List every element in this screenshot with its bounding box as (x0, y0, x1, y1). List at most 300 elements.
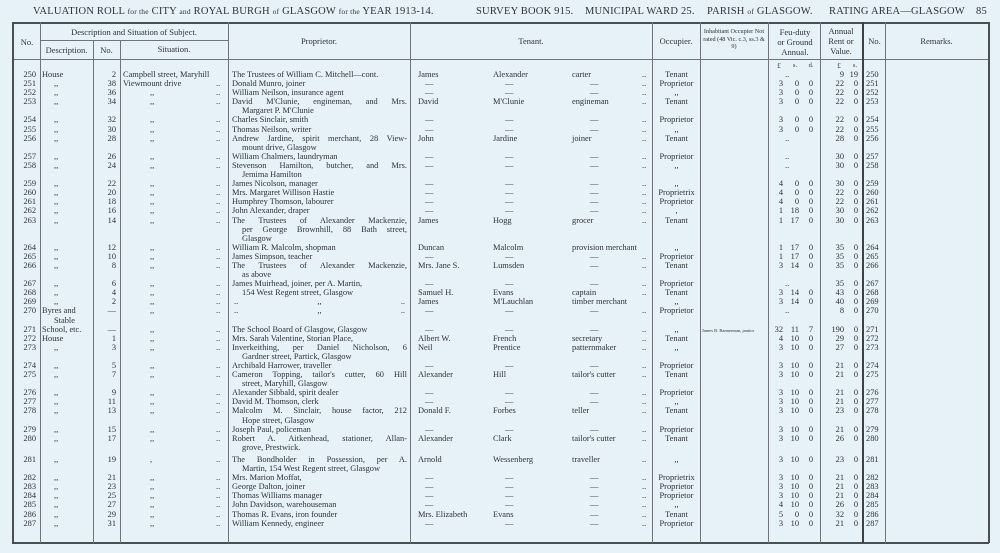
entry-number-right: 275 (866, 370, 879, 380)
description-line: ,, (54, 88, 59, 98)
tenant-first-name: Arnold (418, 454, 442, 464)
tenant-dots: .. (642, 179, 647, 189)
survey-book: SURVEY BOOK 915. (476, 6, 574, 17)
situation: ,, (150, 197, 155, 207)
rent-pounds: 22 (835, 97, 844, 107)
situation: ,, (150, 88, 155, 98)
rent-shillings: 0 (853, 491, 858, 501)
entry-number-right: 251 (866, 79, 879, 89)
feu-shillings: 18 (790, 206, 799, 216)
description (42, 279, 58, 288)
situation: ,, (150, 342, 155, 352)
table-row (0, 197, 1000, 206)
tenant-dots: .. (642, 215, 647, 225)
table-row (0, 482, 1000, 491)
rent-pounds: 21 (835, 491, 844, 501)
tenant-dots: .. (642, 370, 647, 380)
tenant-occupation: — (590, 88, 599, 98)
rent-shillings: 0 (853, 342, 858, 352)
situation-dots: .. (216, 188, 221, 198)
feu-pounds: 3 (778, 491, 783, 501)
tenant-occupation: teller (572, 406, 590, 416)
tenant-occupation: — (590, 188, 599, 198)
feu-pence: 0 (808, 215, 813, 225)
proprietor-line: street, Maryhill, Glasgow (242, 379, 328, 389)
rent-shillings: 0 (853, 288, 858, 298)
proprietor-line: William Chalmers, laundryman (232, 151, 338, 161)
col-header-no: No. (20, 37, 34, 47)
feu-pence: 0 (808, 251, 813, 261)
tenant-surname: French (493, 333, 517, 343)
tenant-first-name: — (425, 115, 434, 125)
rent-shillings: 0 (853, 297, 858, 307)
tenant-first-name: — (425, 88, 434, 98)
feu-shillings: 14 (790, 297, 799, 307)
header-bottom-rule (12, 59, 989, 60)
proprietor-line: Archibald Harrower, traveller (232, 361, 332, 371)
table-row (0, 455, 1000, 473)
proprietor-line: William Neilson, insurance agent (232, 88, 344, 98)
description (42, 397, 58, 406)
occupier: Tenant (665, 215, 688, 225)
proprietor (232, 115, 407, 124)
street-number: 34 (107, 97, 116, 107)
tenant-first-name: John (418, 133, 434, 143)
tenant-occupation: captain (572, 288, 597, 298)
proprietor (232, 434, 407, 452)
rent-shillings: 0 (853, 397, 858, 407)
tenant-surname: Evans (493, 288, 514, 298)
rent-shillings: 0 (853, 179, 858, 189)
proprietor-line: Donald Munro, joiner (232, 79, 306, 89)
table-row (0, 188, 1000, 197)
title-text: for the (127, 7, 149, 16)
proprietor (232, 500, 407, 509)
feu-shillings: 10 (790, 406, 799, 416)
entry-number: 268 (23, 288, 36, 298)
street-number: 10 (107, 251, 116, 261)
situation-dots: .. (216, 133, 221, 143)
proprietor (232, 297, 407, 306)
tenant-surname: — (505, 324, 514, 334)
feu-shillings: 0 (794, 197, 799, 207)
tenant-surname: Hogg (493, 215, 512, 225)
entry-number: 269 (23, 297, 36, 307)
description-line: ,, (54, 397, 59, 407)
title-text: for the (338, 7, 360, 16)
table-row (0, 500, 1000, 509)
proprietor-line: Stevenson Hamilton, butcher, and Mrs. (232, 160, 407, 170)
situation: ,, (150, 518, 155, 528)
proprietor-line: The Trustees of Alexander Mackenzie, (232, 215, 407, 225)
tenant-occupation: — (590, 197, 599, 207)
feu-shillings: 14 (790, 288, 799, 298)
entry-number-right: 253 (866, 97, 879, 107)
tenant-occupation: timber merchant (572, 297, 628, 307)
rent-pounds: 35 (835, 260, 844, 270)
proprietor-line: Robert A. Aitkenhead, stationer, Allan- (232, 433, 407, 443)
situation-dots: .. (216, 179, 221, 189)
tenant-surname: — (505, 251, 514, 261)
situation-dots: .. (216, 388, 221, 398)
proprietor (232, 79, 407, 88)
proprietor (232, 152, 407, 161)
feu-pounds: 3 (778, 370, 783, 380)
occupier: Proprietor (659, 482, 694, 492)
occupier: ,, (674, 324, 679, 334)
situation-dots: .. (216, 215, 221, 225)
rent-shillings: 0 (853, 279, 858, 289)
tenant-surname: — (505, 160, 514, 170)
occupier: Tenant (665, 406, 688, 416)
tenant-first-name: — (425, 473, 434, 483)
description-line: ,, (54, 491, 59, 501)
col-header-situation: Situation. (157, 44, 191, 54)
feu-shillings: 0 (794, 115, 799, 125)
tenant-surname: Lumsden (493, 260, 525, 270)
situation-dots: .. (216, 260, 221, 270)
col-header-description: Description. (45, 45, 88, 55)
table-row (0, 343, 1000, 361)
tenant-dots: .. (642, 70, 647, 79)
proprietor-line: Hope street, Glasgow (242, 415, 315, 425)
proprietor-line: Mrs. Sarah Valentine, Storian Place, (232, 333, 354, 343)
feu-pence: 0 (808, 342, 813, 352)
entry-number-right: 268 (866, 288, 879, 298)
description (42, 243, 58, 252)
situation: , (150, 454, 153, 464)
rent-pounds: 40 (835, 297, 844, 307)
description (42, 306, 76, 324)
tenant-occupation: secretary (572, 333, 603, 343)
entry-number: 282 (23, 473, 36, 483)
tenant-dots: .. (642, 260, 647, 270)
tenant-dots: .. (642, 424, 647, 434)
tenant-surname: — (505, 361, 514, 371)
description-line: ,, (54, 160, 59, 170)
rent-pounds: 21 (835, 482, 844, 492)
feu-shillings: 0 (794, 188, 799, 198)
entry-number: 275 (23, 370, 36, 380)
rent-pounds: 21 (835, 424, 844, 434)
description-line: ,, (54, 197, 59, 207)
rent-shillings: 0 (853, 306, 858, 316)
entry-number: 284 (23, 491, 36, 501)
feu-pence: 0 (808, 361, 813, 371)
feu-shillings: 11 (790, 324, 799, 334)
proprietor-line: The Bondholder in Possession, per A. (232, 454, 407, 464)
entry-number: 260 (23, 188, 36, 198)
description-line: ,, (54, 388, 59, 398)
tenant-first-name: Duncan (418, 242, 445, 252)
feu-pounds: 3 (778, 397, 783, 407)
description (42, 161, 58, 170)
description (42, 79, 58, 88)
tenant-dots: .. (642, 406, 647, 416)
tenant-surname: Jardine (493, 133, 518, 143)
tenant-surname: — (505, 491, 514, 501)
proprietor (232, 334, 407, 343)
feu-pence: 7 (808, 324, 813, 334)
feu-pence: 0 (808, 197, 813, 207)
occupier: Proprietrix (658, 473, 695, 483)
proprietor (232, 125, 407, 134)
street-number: 24 (107, 160, 116, 170)
feu-pounds: 1 (778, 206, 783, 216)
table-row (0, 115, 1000, 124)
entry-number: 258 (23, 160, 36, 170)
rent-shillings: 0 (853, 500, 858, 510)
situation-dots: .. (216, 79, 221, 89)
entry-number: 286 (23, 509, 36, 519)
description (42, 406, 58, 415)
situation-dots: .. (216, 124, 221, 134)
title-text: of (272, 7, 280, 16)
entry-number-right: 259 (866, 179, 879, 189)
table-top-border (12, 22, 989, 24)
feu-pence: 0 (808, 491, 813, 501)
tenant-surname: Hill (493, 370, 507, 380)
entry-number-right: 270 (866, 306, 879, 316)
tenant-dots: .. (642, 306, 647, 316)
rent-shillings: 0 (853, 133, 858, 143)
occupier: ,, (674, 342, 679, 352)
valuation-rows (0, 70, 1000, 528)
street-number: 7 (111, 370, 116, 380)
tenant-occupation: — (590, 206, 599, 216)
tenant-first-name: — (425, 500, 434, 510)
description (42, 491, 58, 500)
situation: ,, (150, 406, 155, 416)
situation-dots: .. (216, 288, 221, 298)
entry-number: 251 (23, 79, 36, 89)
rent-pounds: 22 (835, 188, 844, 198)
street-number: 4 (111, 288, 116, 298)
situation-dots: .. (216, 406, 221, 416)
tenant-first-name: — (425, 518, 434, 528)
occupier: Tenant (665, 260, 688, 270)
municipal-ward: MUNICIPAL WARD 25. (585, 6, 695, 17)
description (42, 88, 58, 97)
parish-text: PARISH (707, 6, 745, 17)
feu-pence: 0 (808, 206, 813, 216)
entry-number: 265 (23, 251, 36, 261)
situation-dots: .. (216, 324, 221, 334)
proprietor-line: David M'Clunie, engineman, and Mrs. (232, 97, 407, 107)
proprietor-line: Charles Sinclair, smith (232, 115, 309, 125)
proprietor (232, 288, 407, 297)
proprietor-line: 154 West Regent street, Glasgow (242, 288, 354, 298)
rent-pounds: 21 (835, 518, 844, 528)
description-line: Stable (54, 315, 75, 325)
entry-number-right: 265 (866, 251, 879, 261)
description (42, 134, 58, 143)
description-line: ,, (54, 260, 59, 270)
tenant-occupation: — (590, 491, 599, 501)
table-row (0, 361, 1000, 370)
proprietor (232, 455, 407, 473)
occupier: Proprietrix (658, 188, 695, 198)
rent-unit-shillings: s. (852, 62, 858, 69)
tenant-dots: .. (642, 333, 647, 343)
tenant-surname: Alexander (493, 70, 528, 79)
rent-pounds: 26 (835, 433, 844, 443)
proprietor (232, 343, 407, 361)
table-row (0, 519, 1000, 528)
table-row (0, 79, 1000, 88)
street-number: 2 (111, 297, 116, 307)
proprietor (232, 519, 407, 528)
tenant-first-name: — (425, 361, 434, 371)
entry-number-right: 262 (866, 206, 879, 216)
feu-pounds: 3 (778, 388, 783, 398)
feu-pounds: 3 (778, 424, 783, 434)
tenant-dots: .. (642, 454, 647, 464)
proprietor (232, 279, 407, 288)
tenant-first-name: — (425, 188, 434, 198)
feu-pence: 0 (808, 179, 813, 189)
occupier: , (675, 206, 678, 216)
proprietor (232, 388, 407, 397)
tenant-occupation: — (590, 306, 599, 316)
tenant-surname: — (505, 424, 514, 434)
rent-pounds: 29 (835, 333, 844, 343)
tenant-occupation: — (590, 179, 599, 189)
col-header-no-right: No. (868, 36, 881, 46)
tenant-first-name: Donald F. (418, 406, 451, 416)
tenant-dots: .. (642, 124, 647, 134)
situation-dots: .. (216, 306, 221, 316)
tenant-occupation: — (590, 260, 599, 270)
street-number: 26 (107, 151, 116, 161)
parish (707, 6, 813, 17)
street-number: 20 (107, 188, 116, 198)
tenant-dots: .. (642, 361, 647, 371)
proprietor-line: William Kennedy, engineer (232, 518, 324, 528)
tenant-first-name: — (425, 179, 434, 189)
entry-number-right: 284 (866, 491, 879, 501)
feu-pounds: 3 (778, 288, 783, 298)
entry-number: 252 (23, 88, 36, 98)
situation: ,, (150, 388, 155, 398)
entry-number: 263 (23, 215, 36, 225)
proprietor-line: Mrs. Marion Moffat, (232, 473, 302, 483)
occupier: Proprietor (659, 361, 694, 371)
tenant-first-name: Neil (418, 342, 433, 352)
street-number: 22 (107, 179, 116, 189)
tenant-first-name: — (425, 482, 434, 492)
feu-pounds: 3 (778, 473, 783, 483)
entry-number-right: 260 (866, 188, 879, 198)
situation-dots: .. (216, 242, 221, 252)
tenant-first-name: — (425, 79, 434, 89)
tenant-occupation: traveller (572, 454, 600, 464)
proprietor (232, 134, 407, 152)
rent-pounds: 22 (835, 197, 844, 207)
entry-number-right: 266 (866, 260, 879, 270)
feu-shillings: 10 (790, 473, 799, 483)
feu-pence: 0 (808, 424, 813, 434)
feu-pence: 0 (808, 124, 813, 134)
situation: ,, (150, 288, 155, 298)
tenant-surname: — (505, 518, 514, 528)
rent-pounds: 21 (835, 397, 844, 407)
situation-dots: .. (216, 500, 221, 510)
proprietor-line: Martin, 154 West Regent street, Glasgow (242, 464, 381, 474)
tenant-first-name: James (418, 215, 439, 225)
proprietor-line: James Simpson, teacher (232, 251, 313, 261)
proprietor (232, 197, 407, 206)
rent-shillings: 0 (853, 509, 858, 519)
feu-shillings: 14 (790, 260, 799, 270)
tenant-first-name: Mrs. Jane S. (418, 260, 460, 270)
feu-pence: 0 (808, 509, 813, 519)
rent-shillings: 0 (853, 88, 858, 98)
street-number: 30 (107, 124, 116, 134)
rent-pounds: 30 (835, 215, 844, 225)
situation: ,, (150, 491, 155, 501)
col-header-proprietor: Proprietor. (300, 36, 338, 46)
street-number: 14 (107, 215, 116, 225)
rent-shillings: 0 (853, 115, 858, 125)
tenant-dots: .. (642, 491, 647, 501)
tenant-first-name: — (425, 424, 434, 434)
situation-dots: .. (216, 433, 221, 443)
feu-shillings: 10 (790, 342, 799, 352)
description (42, 425, 58, 434)
situation: ,, (150, 361, 155, 371)
rent-pounds: 32 (835, 509, 844, 519)
rent-pounds: 22 (835, 88, 844, 98)
tenant-first-name: — (425, 251, 434, 261)
feu-pounds: 3 (778, 260, 783, 270)
entry-number-right: 271 (866, 324, 879, 334)
feu-unit-shillings: s. (792, 62, 798, 69)
tenant-surname: — (505, 124, 514, 134)
col-header-occupier: Occupier. (659, 36, 693, 46)
proprietor (232, 325, 407, 334)
feu-pounds: 1 (778, 251, 783, 261)
description-line: Byres and (42, 306, 76, 316)
tenant-first-name: — (425, 160, 434, 170)
description (42, 343, 58, 352)
entry-number-right: 252 (866, 88, 879, 98)
street-number: — (107, 324, 116, 334)
situation-dots: .. (216, 279, 221, 289)
tenant-first-name: Alexander (418, 433, 453, 443)
tenant-dots: .. (642, 433, 647, 443)
occupier: Tenant (665, 133, 688, 143)
table-row (0, 473, 1000, 482)
tenant-dots: .. (642, 388, 647, 398)
feu-pence: 0 (808, 518, 813, 528)
entry-number-right: 264 (866, 242, 879, 252)
feu-shillings: 10 (790, 333, 799, 343)
tenant-surname: — (505, 482, 514, 492)
tenant-dots: .. (642, 160, 647, 170)
proprietor-line: Gardner street, Partick, Glasgow (242, 351, 352, 361)
description (42, 188, 58, 197)
proprietor-line: Thomas Neilson, writer (232, 124, 312, 134)
situation-dots: .. (216, 251, 221, 261)
situation-dots: .. (216, 424, 221, 434)
entry-number-right: 285 (866, 500, 879, 510)
tenant-occupation: — (590, 473, 599, 483)
table-row (0, 125, 1000, 134)
tenant-dots: .. (642, 324, 647, 334)
tenant-first-name: Alexander (418, 370, 453, 380)
description-line: ,, (54, 151, 59, 161)
